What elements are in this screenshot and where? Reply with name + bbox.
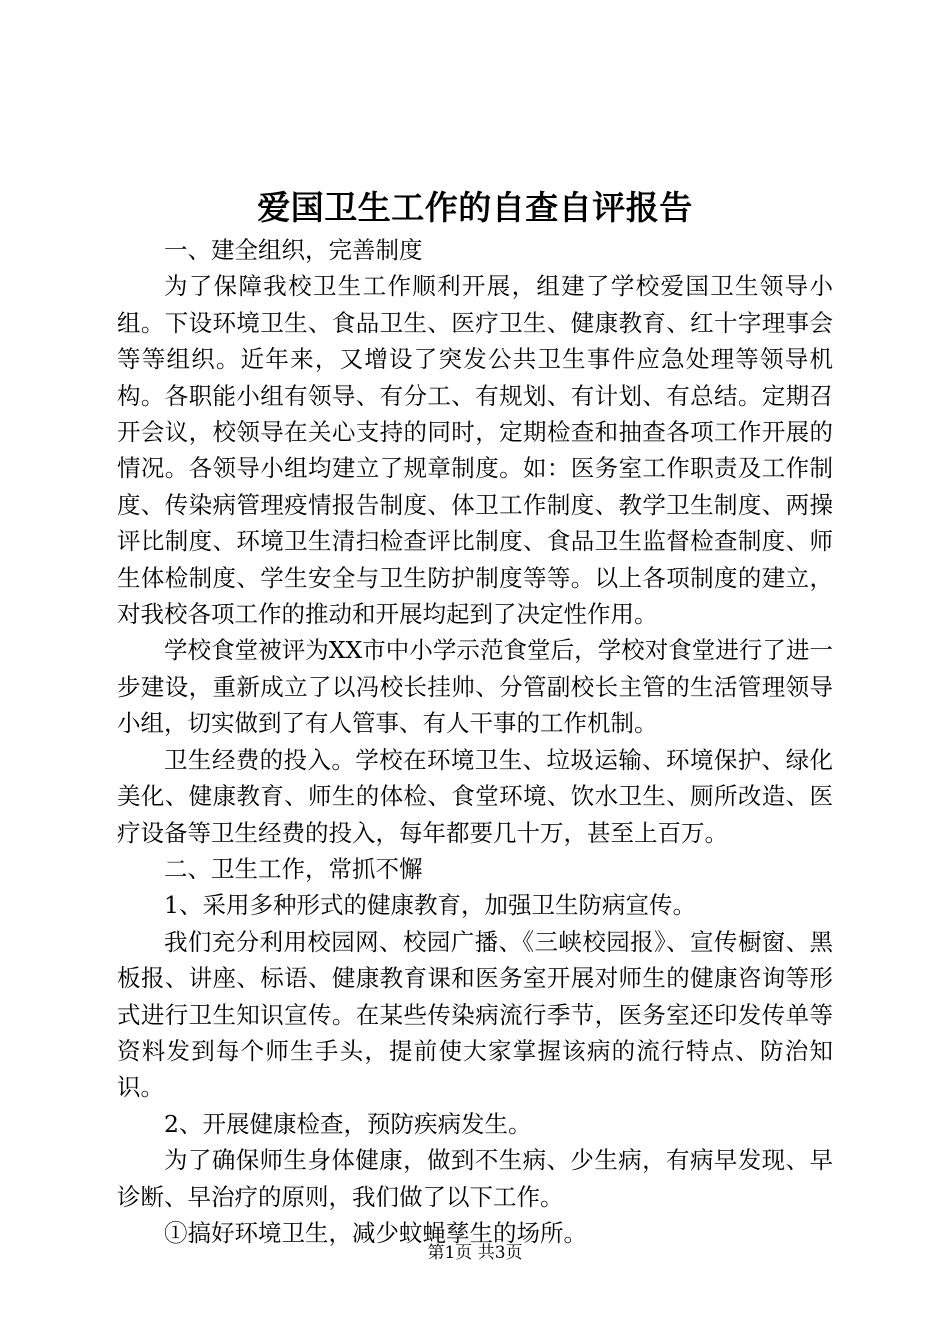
document-body <box>117 232 833 1251</box>
paragraph-organization: 为了保障我校卫生工作顺利开展，组建了学校爱国卫生领导小组。下设环境卫生、食品卫生、医疗卫生、健康教育、红十字理事会等等组织。近年来，又增设了突发公共卫生事件应急处理等领导机构。各职能小组有领导、有分工、有规划、有计划、有总结。定期召开会议，校领导在关心支持的同时，定期检查和抽查各项工作开展的情况。各领导小组均建立了规章制度。如：医务室工作职责及工作制度、传染病管理疫情报告制度、体卫工作制度、教学卫生制度、两操评比制度、环境卫生清扫检查评比制度、食品卫生监督检查制度、师生体检制度、学生安全与卫生防护制度等等。以上各项制度的建立，对我校各项工作的推动和开展均起到了决定性作用。 <box>117 272 833 629</box>
page-number-footer: 第1页 共3页 <box>427 1243 523 1263</box>
list-item-environment: ①搞好环境卫生，减少蚊蝇孳生的场所。 <box>164 1218 587 1247</box>
paragraph-publicity: 我们充分利用校园网、校园广播、《三峡校园报》、宣传橱窗、黑板报、讲座、标语、健康教育课和医务室开展对师生的健康咨询等形式进行卫生知识宣传。在某些传染病流行季节，医务室还印发传单等资料发到每个师生手头，提前使大家掌握该病的流行特点、防治知识。 <box>117 927 833 1102</box>
paragraph-funding: 卫生经费的投入。学校在环境卫生、垃圾运输、环境保护、绿化美化、健康教育、师生的体检、食堂环境、饮水卫生、厕所改造、医疗设备等卫生经费的投入，每年都要几十万，甚至上百万。 <box>117 745 833 847</box>
subheading-health-education: 1、采用多种形式的健康教育，加强卫生防病宣传。 <box>164 891 696 920</box>
document-title: 爱国卫生工作的自查自评报告 <box>257 188 693 227</box>
section-heading-1: 一、建全组织，完善制度 <box>164 236 423 264</box>
section-heading-2: 二、卫生工作，常抓不懈 <box>164 854 423 883</box>
subheading-health-check: 2、开展健康检查，预防疾病发生。 <box>164 1109 532 1138</box>
paragraph-health-principles: 为了确保师生身体健康，做到不生病、少生病，有病早发现、早诊断、早治疗的原则，我们做了以下工作。 <box>117 1146 833 1211</box>
paragraph-canteen: 学校食堂被评为XX市中小学示范食堂后，学校对食堂进行了进一步建设，重新成立了以冯校长挂帅、分管副校长主管的生活管理领导小组，切实做到了有人管事、有人干事的工作机制。 <box>117 636 833 738</box>
